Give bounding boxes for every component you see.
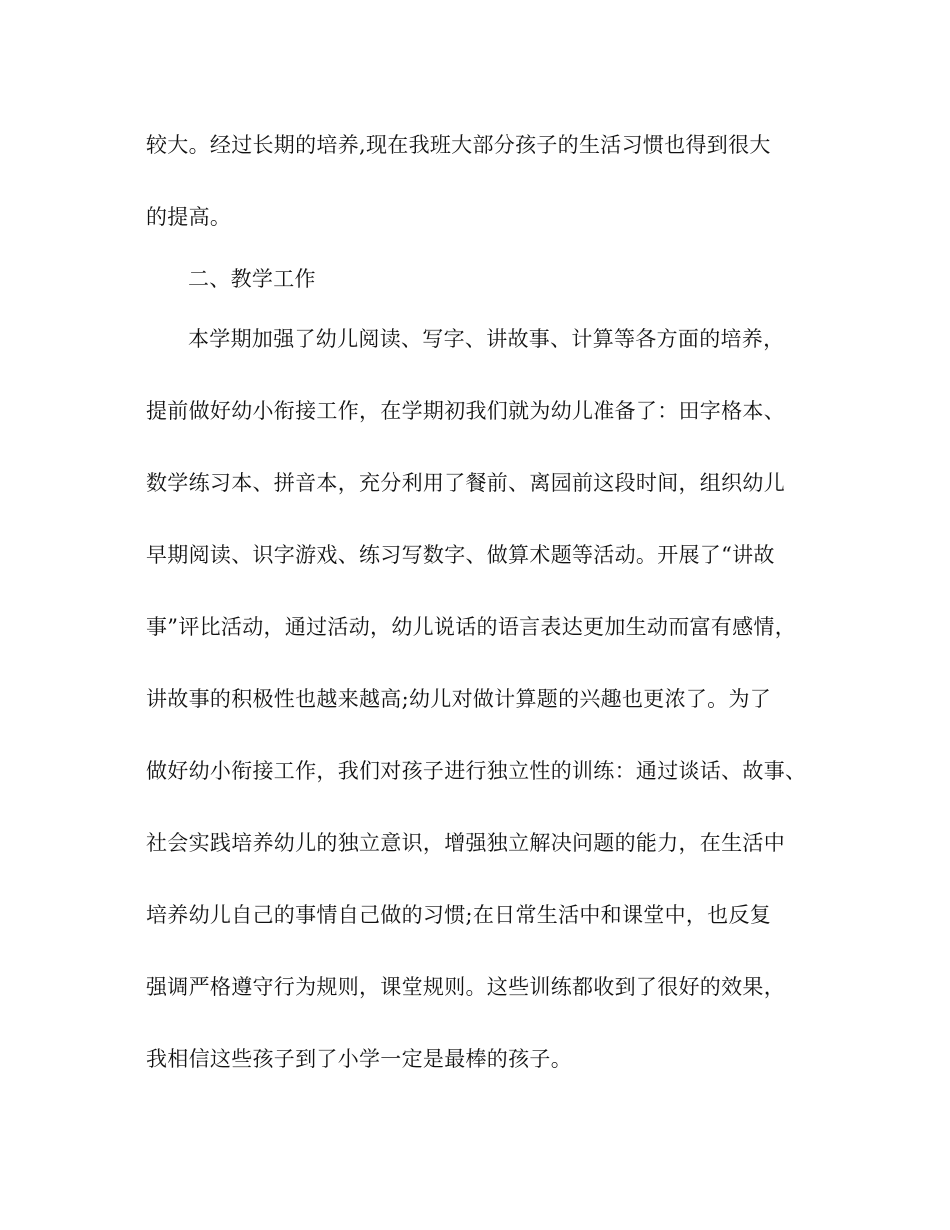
paragraph-line-12: 强调严格遵守行为规则，课堂规则。这些训练都收到了很好的效果， (146, 975, 785, 999)
section-heading: 二、教学工作 (188, 267, 316, 291)
paragraph-line-11: 培养幼儿自己的事情自己做的习惯;在日常生活中和课堂中，也反复 (146, 903, 772, 927)
paragraph-line-6: 早期阅读、识字游戏、练习写数字、做算术题等活动。开展了“讲故 (146, 543, 775, 567)
paragraph-line-5: 数学练习本、拼音本，充分利用了餐前、离园前这段时间，组织幼儿 (146, 471, 785, 495)
paragraph-line-10: 社会实践培养幼儿的独立意识，增强独立解决问题的能力，在生活中 (146, 831, 785, 855)
paragraph-line-4: 提前做好幼小衔接工作，在学期初我们就为幼儿准备了：田字格本、 (146, 399, 785, 423)
paragraph-line-8: 讲故事的积极性也越来越高;幼儿对做计算题的兴趣也更浓了。为了 (146, 687, 772, 711)
paragraph-line-13: 我相信这些孩子到了小学一定是最棒的孩子。 (146, 1047, 572, 1071)
paragraph-line-2: 的提高。 (146, 205, 232, 229)
paragraph-line-7: 事”评比活动，通过活动，幼儿说话的语言表达更加生动而富有感情， (146, 615, 797, 639)
paragraph-line-9: 做好幼小衔接工作，我们对孩子进行独立性的训练：通过谈话、故事、 (146, 759, 807, 783)
paragraph-line-1: 较大。经过长期的培养,现在我班大部分孩子的生活习惯也得到很大 (146, 133, 771, 157)
paragraph-line-3: 本学期加强了幼儿阅读、写字、讲故事、计算等各方面的培养， (188, 327, 785, 351)
